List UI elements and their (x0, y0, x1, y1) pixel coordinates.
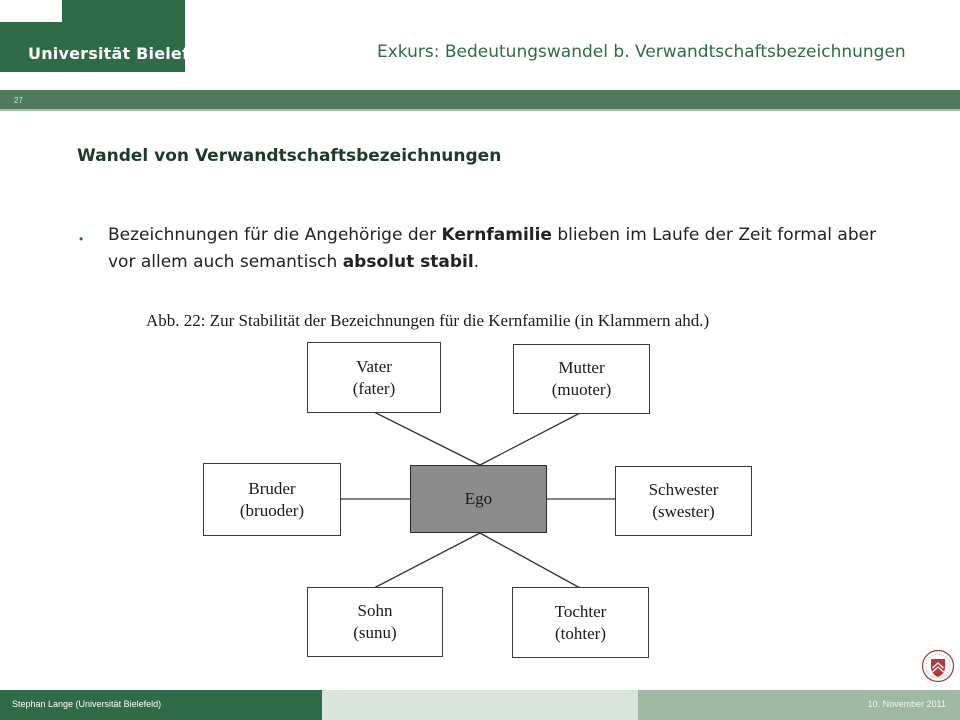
connector-tochter (480, 533, 580, 588)
university-seal-icon (921, 649, 955, 683)
figure-caption: Abb. 22: Zur Stabilität der Bezeichnungen für die Kernfamilie (in Klammern ahd.) (146, 311, 710, 330)
node-sohn-name: Sohn (357, 601, 393, 620)
node-vater-name: Vater (356, 356, 392, 376)
node-vater-ahd: (fater) (352, 378, 396, 398)
node-mutter (513, 344, 650, 414)
connector-sohn (374, 533, 480, 588)
node-ego-label: Ego (464, 489, 493, 508)
node-tochter-name: Tochter (554, 601, 607, 621)
slide-number: 27 (14, 96, 23, 105)
node-schwester-name: Schwester (648, 480, 719, 499)
bullet-text-part2: blieben im Laufe der Zeit formal aber vor allem auch semantisch (108, 225, 877, 272)
node-bruder-ahd: (bruoder) (239, 500, 305, 520)
footer-middle-bar (322, 690, 638, 720)
bullet-text-part1: Bezeichnungen für die Angehörige der (108, 225, 442, 245)
node-tochter (512, 587, 649, 658)
connector-mutter (480, 412, 582, 465)
footer-author: Stephan Lange (Universität Bielefeld) (12, 699, 162, 709)
node-sohn-ahd: (sunu) (353, 623, 397, 642)
node-sohn (307, 587, 443, 657)
node-mutter-ahd: (muoter) (551, 380, 612, 399)
footer-left-bar (0, 690, 322, 720)
university-name: Universität Bielefeld (28, 44, 218, 63)
node-bruder (203, 463, 341, 536)
node-vater (307, 342, 441, 413)
bullet-icon: • (79, 232, 84, 246)
content-heading: Wandel von Verwandtschaftsbezeichnungen (77, 146, 502, 166)
node-schwester-ahd: (swester) (652, 502, 715, 521)
bullet-text-bold2: absolut stabil (342, 252, 474, 272)
node-schwester (615, 466, 752, 536)
node-ego (410, 465, 547, 533)
connector-vater (374, 412, 480, 465)
node-bruder-name: Bruder (248, 478, 296, 498)
footer-right-bar (638, 690, 960, 720)
slide-title: Exkurs: Bedeutungswandel b. Verwandtschaftsbezeichnungen (377, 42, 906, 62)
node-tochter-ahd: (tohter) (555, 623, 606, 643)
bullet-text-bold1: Kernfamilie (441, 225, 552, 245)
footer-date: 10. November 2011 (867, 699, 946, 709)
bullet-text-part3: . (473, 252, 480, 272)
node-mutter-name: Mutter (558, 358, 605, 377)
